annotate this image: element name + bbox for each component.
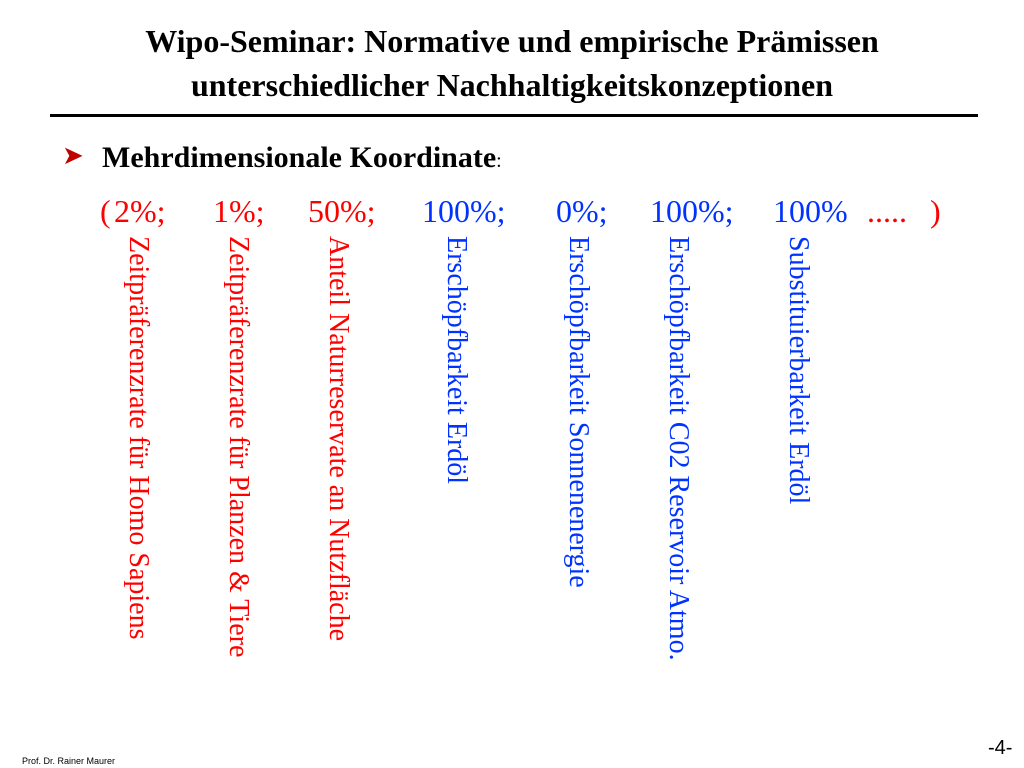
coord-value-2: 1%;	[213, 193, 265, 229]
coord-close-paren: )	[930, 193, 941, 229]
coord-value-5: 0%;	[556, 193, 608, 229]
title-underline	[50, 114, 978, 117]
slide-title-line-2: unterschiedlicher Nachhaltigkeitskonzeptionen	[190, 67, 834, 103]
coord-open-paren: (	[100, 193, 111, 229]
dimension-label-6: Erschöpfbarkeit C02 Reservoir Atmo.	[663, 236, 694, 661]
bullet-heading	[102, 140, 502, 179]
coord-value-3: 50%;	[308, 193, 376, 229]
dimension-label-7: Substituierbarkeit Erdöl	[783, 236, 814, 505]
dimension-label-5: Erschöpfbarkeit Sonnenenergie	[563, 236, 594, 588]
page-number: -4-	[988, 737, 1013, 759]
coord-ellipsis: .....	[867, 193, 907, 229]
arrow-bullet-icon: ➤	[62, 141, 84, 170]
bullet-heading-text: Mehrdimensionale Koordinate	[102, 141, 497, 174]
coord-value-7: 100%	[773, 193, 848, 229]
dimension-label-4: Erschöpfbarkeit Erdöl	[441, 236, 472, 485]
coord-value-1: 2%;	[114, 193, 166, 229]
bullet-heading-colon: :	[496, 150, 502, 172]
dimension-label-1: Zeitpräferenzrate für Homo Sapiens	[123, 236, 154, 640]
dimension-label-2: Zeitpräferenzrate für Planzen & Tiere	[223, 236, 254, 658]
coord-value-4: 100%;	[422, 193, 506, 229]
coord-value-6: 100%;	[650, 193, 734, 229]
footer-author: Prof. Dr. Rainer Maurer	[22, 756, 116, 766]
dimension-label-3: Anteil Naturreservate an Nutzfläche	[323, 236, 354, 642]
slide-title-line-1: Wipo-Seminar: Normative und empirische Prämissen	[145, 23, 879, 59]
